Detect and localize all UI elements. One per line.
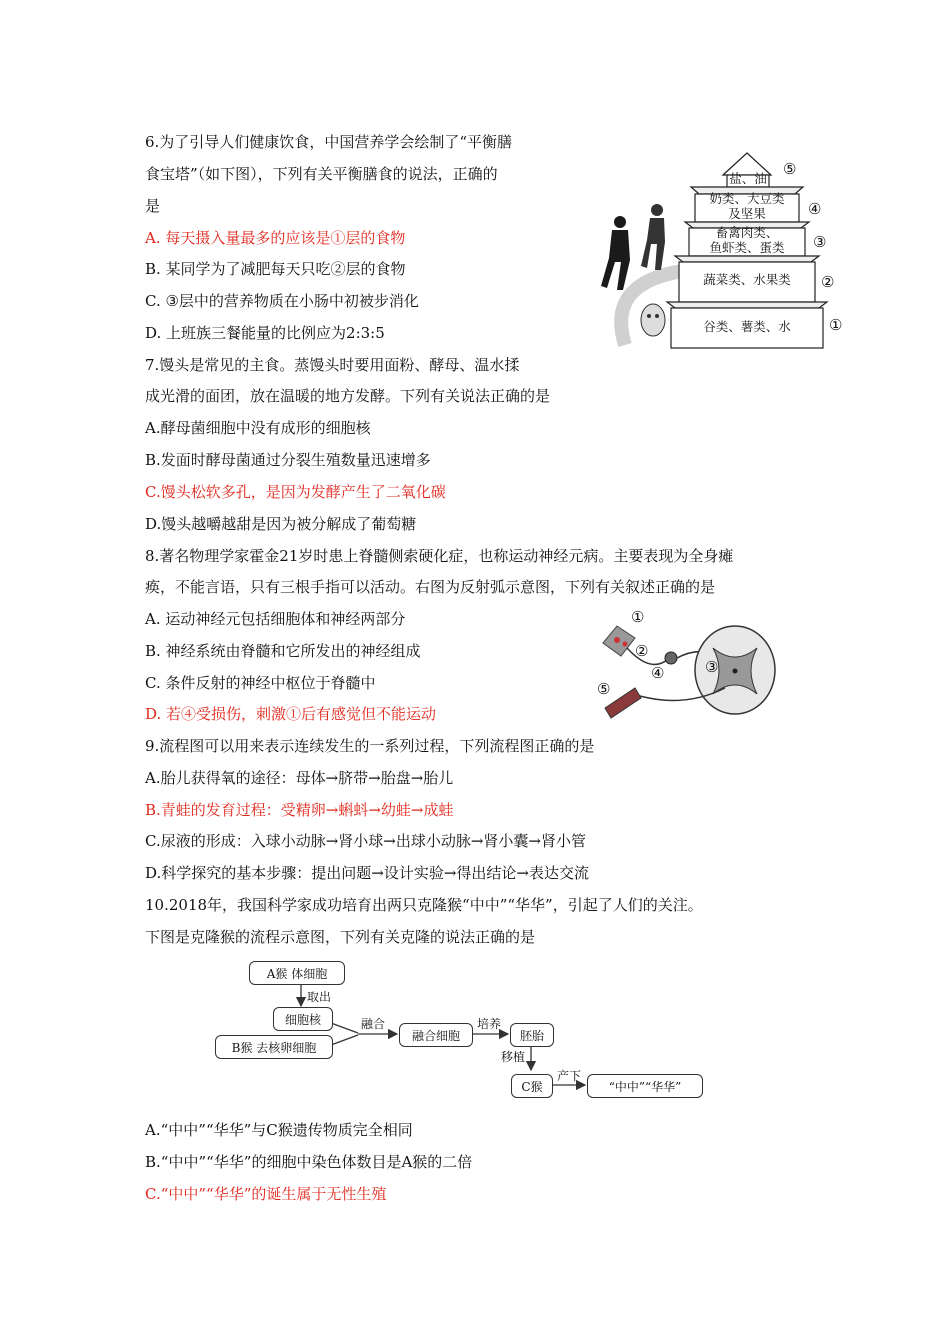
q10-option-a: A.“中中”“华华”与C猴遗传物质完全相同 [145,1121,413,1139]
flow-box-result: “中中”“华华” [587,1074,703,1098]
q8-option-a: A. 运动神经元包括细胞体和神经两部分 [145,610,406,628]
q6-stem-line1: 6.为了引导人们健康饮食，中国营养学会绘制了“平衡膳 [145,133,512,151]
pyramid-level5-label: 盐、油 [729,171,767,186]
pyramid-number-3: ③ [813,233,827,251]
q7-stem-line1: 7.馒头是常见的主食。蒸馒头时要用面粉、酵母、温水揉 [145,356,520,374]
pyramid-level4-label-a: 奶类、大豆类 [709,191,785,206]
flow-box-fused-cell: 融合细胞 [399,1023,473,1047]
q8-option-b: B. 神经系统由脊髓和它所发出的神经组成 [145,642,421,660]
food-pyramid-figure [595,150,855,350]
flow-box-b-monkey-enucleated-egg: B猴 去核卵细胞 [215,1035,333,1059]
q6-stem-line2: 食宝塔”（如下图），下列有关平衡膳食的说法，正确的 [145,165,498,183]
pyramid-number-5: ⑤ [783,160,797,178]
ganglion-icon [665,652,677,664]
reflex-arc-drawing [595,608,785,720]
pyramid-number-1: ① [829,316,843,334]
q7-option-b: B.发面时酵母菌通过分裂生殖数量迅速增多 [145,451,431,469]
q7-option-a: A.酵母菌细胞中没有成形的细胞核 [145,419,371,437]
q10-option-b: B.“中中”“华华”的细胞中染色体数目是A猴的二倍 [145,1153,473,1171]
q9-option-b: B.青蛙的发育过程：受精卵→蝌蚪→幼蛙→成蛙 [145,801,454,819]
cloning-flowchart [215,955,715,1105]
q6-stem-line3: 是 [145,197,161,215]
q8-stem-line2: 痪，不能言语，只有三根手指可以活动。右图为反射弧示意图，下列有关叙述正确的是 [145,578,716,596]
pyramid-level1-label: 谷类、薯类、水 [703,319,791,334]
q9-stem: 9.流程图可以用来表示连续发生的一系列过程，下列流程图正确的是 [145,737,595,755]
q6-option-a: A. 每天摄入量最多的应该是①层的食物 [145,229,406,247]
q8-option-c: C. 条件反射的神经中枢位于脊髓中 [145,674,376,692]
q7-option-c: C.馒头松软多孔，是因为发酵产生了二氧化碳 [145,483,446,501]
pyramid-number-4: ④ [808,200,822,218]
q7-option-d: D.馒头越嚼越甜是因为被分解成了葡萄糖 [145,515,417,533]
flow-label-transplant: 移植 [501,1050,526,1064]
q8-option-d: D. 若④受损伤，刺激①后有感觉但不能运动 [145,705,437,723]
pyramid-level4-label-b: 及坚果 [728,206,766,221]
q6-option-b: B. 某同学为了减肥每天只吃②层的食物 [145,260,406,278]
reflex-number-5: ⑤ [597,680,611,698]
runner-right-icon [641,204,665,270]
q10-stem-line2: 下图是克隆猴的流程示意图，下列有关克隆的说法正确的是 [145,928,536,946]
q6-option-c: C. ③层中的营养物质在小肠中初被步消化 [145,292,419,310]
reflex-number-1: ① [631,608,645,626]
flow-label-birth: 产下 [557,1069,582,1083]
reflex-number-2: ② [635,642,649,660]
flow-box-a-monkey-somatic-cell: A猴 体细胞 [249,961,345,985]
q9-option-a: A.胎儿获得氧的途径：母体→脐带→胎盘→胎儿 [145,769,454,787]
flow-box-embryo: 胚胎 [510,1023,554,1047]
q7-stem-line2: 成光滑的面团，放在温暖的地方发酵。下列有关说法正确的是 [145,387,551,405]
reflex-number-3: ③ [705,658,719,676]
flow-box-nucleus: 细胞核 [273,1007,333,1031]
reflex-arc-figure [595,608,785,720]
q10-stem-line1: 10.2018年，我国科学家成功培育出两只克隆猴“中中”“华华”，引起了人们的关注。 [145,896,703,914]
flow-box-c-monkey: C猴 [511,1074,553,1098]
pyramid-number-2: ② [821,273,835,291]
flow-label-fuse: 融合 [361,1017,386,1031]
q9-option-c: C.尿液的形成：入球小动脉→肾小球→出球小动脉→肾小囊→肾小管 [145,832,586,850]
pyramid-level3-label-a: 畜禽肉类、 [715,225,779,240]
mascot-icon [641,304,665,336]
flow-label-culture: 培养 [477,1017,502,1031]
q8-stem-line1: 8.著名物理学家霍金21岁时患上脊髓侧索硬化症，也称运动神经元病。主要表现为全身瘫 [145,547,734,565]
flow-label-extract: 取出 [307,990,332,1004]
q6-option-d: D. 上班族三餐能量的比例应为2:3:5 [145,324,385,342]
pyramid-level2-label: 蔬菜类、水果类 [703,272,791,287]
q9-option-d: D.科学探究的基本步骤：提出问题→设计实验→得出结论→表达交流 [145,864,589,882]
pyramid-level3-label-b: 鱼虾类、蛋类 [709,240,785,255]
runner-left-icon [601,216,630,290]
q10-option-c: C.“中中”“华华”的诞生属于无性生殖 [145,1185,387,1203]
reflex-number-4: ④ [651,664,665,682]
